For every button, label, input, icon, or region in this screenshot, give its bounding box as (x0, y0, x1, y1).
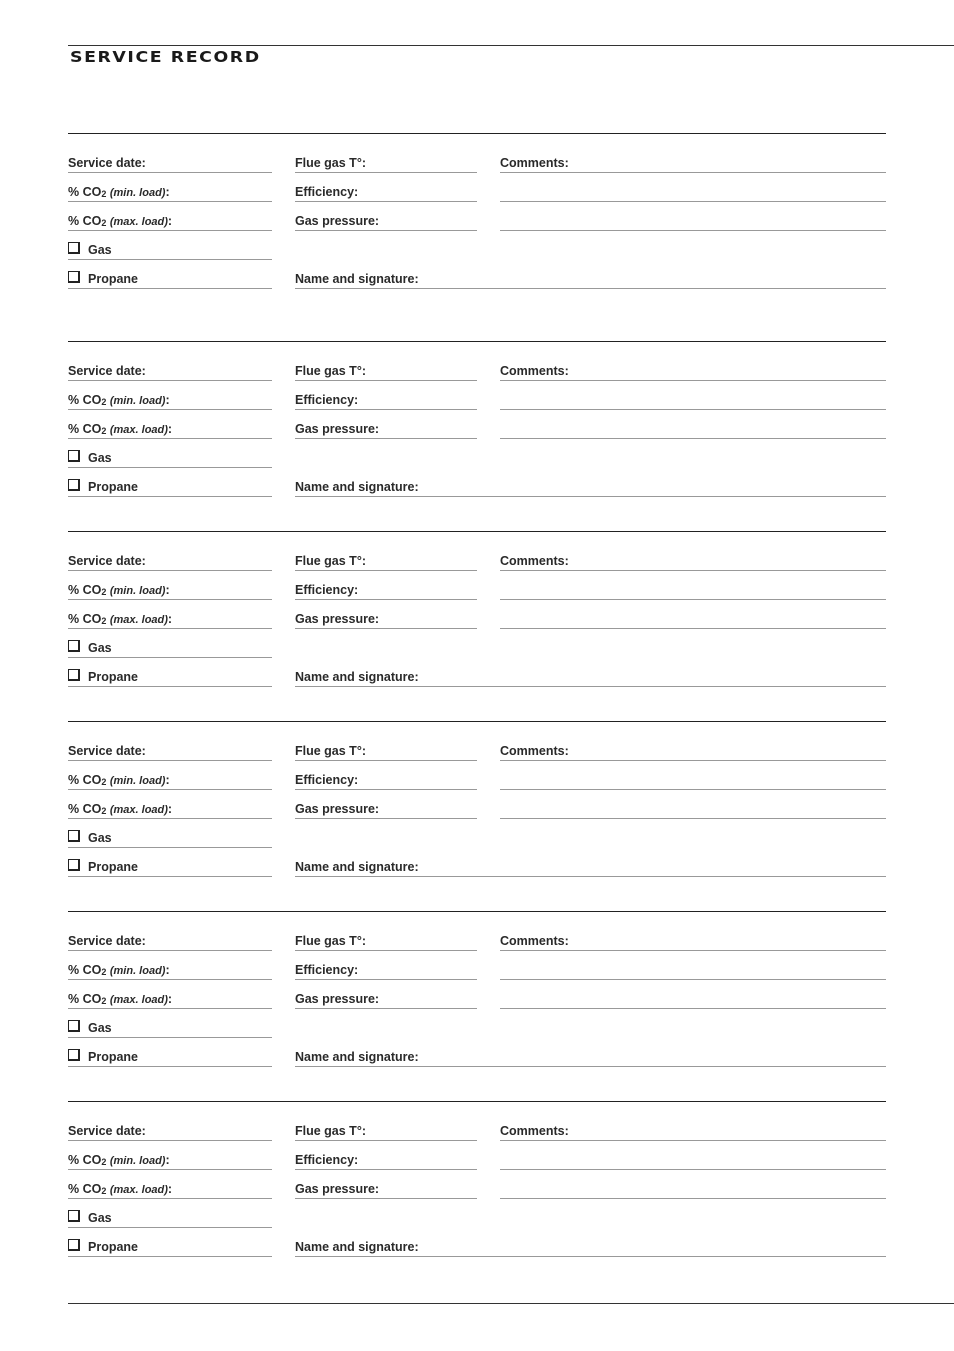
comments-line-3[interactable] (500, 410, 886, 439)
gas-pressure-field[interactable] (295, 410, 477, 439)
propane-checkbox[interactable] (68, 479, 80, 491)
service-record-block (68, 721, 886, 911)
gas-label: Gas (88, 451, 112, 465)
gas-label: Gas (88, 1021, 112, 1035)
co2-prefix: % CO (68, 422, 102, 436)
record-divider (68, 341, 886, 342)
comments-field[interactable] (500, 1112, 886, 1141)
co2-subscript: 2 (101, 1186, 107, 1196)
co2-max-load-label (68, 422, 172, 436)
gas-label: Gas (88, 831, 112, 845)
service-date-field[interactable] (68, 352, 272, 381)
colon: : (167, 422, 173, 436)
comments-field[interactable] (500, 542, 886, 571)
service-date-field[interactable] (68, 144, 272, 173)
comments-label: Comments: (500, 156, 569, 170)
colon: : (167, 612, 173, 626)
service-date-field[interactable] (68, 922, 272, 951)
co2-prefix: % CO (68, 773, 102, 787)
co2-min-load-label (68, 583, 170, 597)
service-date-label: Service date: (68, 364, 146, 378)
propane-label: Propane (88, 670, 139, 684)
min-load-qualifier: (min. load) (109, 775, 166, 787)
efficiency-field[interactable] (295, 571, 477, 600)
name-signature-field[interactable] (295, 1228, 886, 1257)
comments-label: Comments: (500, 744, 569, 758)
efficiency-label: Efficiency: (295, 185, 359, 199)
name-signature-label: Name and signature: (295, 860, 419, 874)
co2-prefix: % CO (68, 612, 102, 626)
efficiency-label: Efficiency: (295, 583, 359, 597)
colon: : (167, 1182, 173, 1196)
comments-line-3[interactable] (500, 790, 886, 819)
flue-gas-temp-label: Flue gas T°: (295, 934, 366, 948)
co2-min-load-label (68, 773, 170, 787)
comments-label: Comments: (500, 934, 569, 948)
gas-checkbox[interactable] (68, 830, 80, 842)
service-date-label: Service date: (68, 744, 146, 758)
co2-max-load-label (68, 802, 172, 816)
co2-prefix: % CO (68, 583, 102, 597)
co2-max-load-label (68, 992, 172, 1006)
flue-gas-temp-field[interactable] (295, 542, 477, 571)
propane-option (68, 1038, 272, 1067)
top-rule (68, 45, 954, 46)
name-signature-field[interactable] (295, 1038, 886, 1067)
propane-checkbox[interactable] (68, 859, 80, 871)
max-load-qualifier: (max. load) (109, 804, 168, 816)
gas-pressure-label: Gas pressure: (295, 422, 380, 436)
co2-min-load-field[interactable] (68, 381, 272, 410)
comments-line-3[interactable] (500, 1170, 886, 1199)
name-signature-field[interactable] (295, 468, 886, 497)
gas-option (68, 819, 272, 848)
co2-subscript: 2 (101, 218, 107, 228)
efficiency-label: Efficiency: (295, 773, 359, 787)
co2-subscript: 2 (101, 1157, 107, 1167)
min-load-qualifier: (min. load) (109, 965, 166, 977)
co2-subscript: 2 (101, 616, 107, 626)
co2-max-load-label (68, 1182, 172, 1196)
gas-pressure-label: Gas pressure: (295, 992, 380, 1006)
service-date-label: Service date: (68, 156, 146, 170)
name-signature-label: Name and signature: (295, 670, 419, 684)
service-date-label: Service date: (68, 554, 146, 568)
min-load-qualifier: (min. load) (109, 585, 166, 597)
service-record-block (68, 1101, 886, 1291)
co2-prefix: % CO (68, 214, 102, 228)
colon: : (165, 393, 170, 407)
propane-checkbox[interactable] (68, 1049, 80, 1061)
co2-max-load-field[interactable] (68, 600, 272, 629)
flue-gas-temp-field[interactable] (295, 922, 477, 951)
efficiency-field[interactable] (295, 381, 477, 410)
name-signature-label: Name and signature: (295, 480, 419, 494)
co2-prefix: % CO (68, 992, 102, 1006)
co2-subscript: 2 (101, 806, 107, 816)
gas-checkbox[interactable] (68, 640, 80, 652)
co2-prefix: % CO (68, 185, 102, 199)
service-record-block (68, 341, 886, 531)
propane-label: Propane (88, 480, 139, 494)
efficiency-label: Efficiency: (295, 393, 359, 407)
flue-gas-temp-field[interactable] (295, 732, 477, 761)
propane-label: Propane (88, 272, 139, 286)
co2-subscript: 2 (101, 426, 107, 436)
comments-line-2[interactable] (500, 951, 886, 980)
co2-min-load-label (68, 963, 170, 977)
gas-pressure-field[interactable] (295, 202, 477, 231)
colon: : (165, 963, 170, 977)
propane-option (68, 1228, 272, 1257)
gas-pressure-label: Gas pressure: (295, 1182, 380, 1196)
service-date-field[interactable] (68, 732, 272, 761)
gas-label: Gas (88, 243, 112, 257)
propane-option (68, 658, 272, 687)
co2-min-load-field[interactable] (68, 173, 272, 202)
flue-gas-temp-label: Flue gas T°: (295, 554, 366, 568)
efficiency-field[interactable] (295, 1141, 477, 1170)
efficiency-field[interactable] (295, 761, 477, 790)
gas-option (68, 629, 272, 658)
service-date-label: Service date: (68, 934, 146, 948)
record-divider (68, 1101, 886, 1102)
propane-option (68, 260, 272, 289)
service-date-field[interactable] (68, 542, 272, 571)
flue-gas-temp-field[interactable] (295, 352, 477, 381)
service-record-block (68, 133, 886, 323)
propane-option (68, 468, 272, 497)
colon: : (167, 802, 173, 816)
name-signature-field[interactable] (295, 658, 886, 687)
comments-line-2[interactable] (500, 381, 886, 410)
gas-option (68, 1199, 272, 1228)
comments-label: Comments: (500, 554, 569, 568)
co2-min-load-field[interactable] (68, 761, 272, 790)
flue-gas-temp-label: Flue gas T°: (295, 1124, 366, 1138)
comments-label: Comments: (500, 364, 569, 378)
gas-checkbox[interactable] (68, 242, 80, 254)
gas-pressure-field[interactable] (295, 790, 477, 819)
comments-line-3[interactable] (500, 600, 886, 629)
co2-max-load-field[interactable] (68, 980, 272, 1009)
co2-max-load-field[interactable] (68, 790, 272, 819)
record-divider (68, 911, 886, 912)
comments-line-2[interactable] (500, 173, 886, 202)
comments-line-3[interactable] (500, 980, 886, 1009)
min-load-qualifier: (min. load) (109, 395, 166, 407)
flue-gas-temp-label: Flue gas T°: (295, 364, 366, 378)
comments-line-3[interactable] (500, 202, 886, 231)
co2-prefix: % CO (68, 1153, 102, 1167)
gas-option (68, 231, 272, 260)
efficiency-label: Efficiency: (295, 1153, 359, 1167)
gas-pressure-field[interactable] (295, 1170, 477, 1199)
page-title: SERVICE RECORD (70, 48, 261, 66)
gas-pressure-label: Gas pressure: (295, 214, 380, 228)
comments-label: Comments: (500, 1124, 569, 1138)
co2-subscript: 2 (101, 397, 107, 407)
co2-min-load-field[interactable] (68, 571, 272, 600)
comments-line-2[interactable] (500, 1141, 886, 1170)
gas-pressure-field[interactable] (295, 980, 477, 1009)
propane-checkbox[interactable] (68, 669, 80, 681)
gas-pressure-label: Gas pressure: (295, 612, 380, 626)
co2-subscript: 2 (101, 996, 107, 1006)
max-load-qualifier: (max. load) (109, 994, 168, 1006)
efficiency-field[interactable] (295, 173, 477, 202)
max-load-qualifier: (max. load) (109, 614, 168, 626)
name-signature-field[interactable] (295, 848, 886, 877)
comments-line-2[interactable] (500, 761, 886, 790)
colon: : (167, 992, 173, 1006)
gas-option (68, 439, 272, 468)
co2-min-load-label (68, 393, 170, 407)
comments-field[interactable] (500, 732, 886, 761)
co2-subscript: 2 (101, 777, 107, 787)
co2-prefix: % CO (68, 802, 102, 816)
co2-subscript: 2 (101, 189, 107, 199)
co2-max-load-label (68, 612, 172, 626)
comments-field[interactable] (500, 922, 886, 951)
comments-field[interactable] (500, 144, 886, 173)
co2-min-load-field[interactable] (68, 951, 272, 980)
service-date-label: Service date: (68, 1124, 146, 1138)
co2-subscript: 2 (101, 587, 107, 597)
gas-label: Gas (88, 1211, 112, 1225)
co2-min-load-label (68, 185, 170, 199)
gas-checkbox[interactable] (68, 450, 80, 462)
propane-checkbox[interactable] (68, 1239, 80, 1251)
comments-field[interactable] (500, 352, 886, 381)
flue-gas-temp-label: Flue gas T°: (295, 744, 366, 758)
co2-max-load-label (68, 214, 172, 228)
name-signature-label: Name and signature: (295, 1240, 419, 1254)
min-load-qualifier: (min. load) (109, 1155, 166, 1167)
propane-label: Propane (88, 1240, 139, 1254)
co2-prefix: % CO (68, 393, 102, 407)
co2-prefix: % CO (68, 963, 102, 977)
flue-gas-temp-field[interactable] (295, 144, 477, 173)
co2-subscript: 2 (101, 967, 107, 977)
colon: : (165, 1153, 170, 1167)
record-divider (68, 133, 886, 134)
record-divider (68, 531, 886, 532)
efficiency-label: Efficiency: (295, 963, 359, 977)
colon: : (165, 773, 170, 787)
co2-min-load-label (68, 1153, 170, 1167)
name-signature-field[interactable] (295, 260, 886, 289)
co2-prefix: % CO (68, 1182, 102, 1196)
co2-min-load-field[interactable] (68, 1141, 272, 1170)
name-signature-label: Name and signature: (295, 272, 419, 286)
max-load-qualifier: (max. load) (109, 1184, 168, 1196)
co2-max-load-field[interactable] (68, 202, 272, 231)
gas-pressure-label: Gas pressure: (295, 802, 380, 816)
gas-checkbox[interactable] (68, 1020, 80, 1032)
gas-option (68, 1009, 272, 1038)
service-record-block (68, 911, 886, 1101)
name-signature-label: Name and signature: (295, 1050, 419, 1064)
colon: : (165, 185, 170, 199)
max-load-qualifier: (max. load) (109, 424, 168, 436)
service-date-field[interactable] (68, 1112, 272, 1141)
propane-label: Propane (88, 1050, 139, 1064)
gas-pressure-field[interactable] (295, 600, 477, 629)
propane-checkbox[interactable] (68, 271, 80, 283)
bottom-rule (68, 1303, 954, 1304)
flue-gas-temp-label: Flue gas T°: (295, 156, 366, 170)
service-record-block (68, 531, 886, 721)
flue-gas-temp-field[interactable] (295, 1112, 477, 1141)
record-divider (68, 721, 886, 722)
comments-line-2[interactable] (500, 571, 886, 600)
propane-label: Propane (88, 860, 139, 874)
max-load-qualifier: (max. load) (109, 216, 168, 228)
gas-checkbox[interactable] (68, 1210, 80, 1222)
efficiency-field[interactable] (295, 951, 477, 980)
propane-option (68, 848, 272, 877)
co2-max-load-field[interactable] (68, 1170, 272, 1199)
colon: : (167, 214, 173, 228)
colon: : (165, 583, 170, 597)
co2-max-load-field[interactable] (68, 410, 272, 439)
gas-label: Gas (88, 641, 112, 655)
min-load-qualifier: (min. load) (109, 187, 166, 199)
